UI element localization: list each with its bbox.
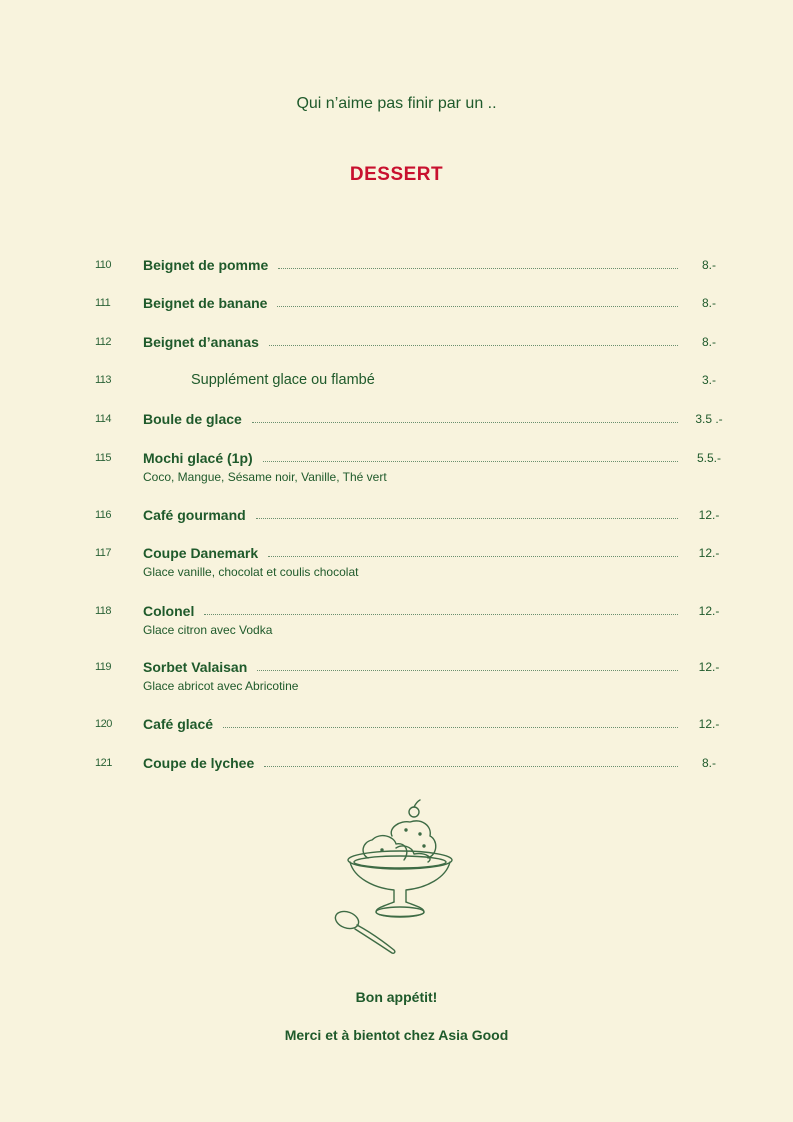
menu-item-115 <box>0 450 793 498</box>
item-number: 117 <box>95 547 112 559</box>
dot-leader <box>257 670 678 671</box>
dot-leader <box>269 345 678 346</box>
item-name: Coupe Danemark <box>143 545 259 561</box>
item-number: 119 <box>95 661 112 673</box>
menu-item-112 <box>0 334 793 374</box>
dot-leader <box>268 556 678 557</box>
item-name: Boule de glace <box>143 411 242 427</box>
item-price: 8.- <box>701 296 716 310</box>
dot-leader <box>256 518 678 519</box>
closing-greeting: Bon appétit! <box>355 989 438 1005</box>
dot-leader <box>204 614 678 615</box>
item-price: 12.- <box>698 717 720 731</box>
menu-item-118 <box>0 603 793 651</box>
item-name: Café glacé <box>143 716 214 732</box>
item-number: 110 <box>95 259 112 271</box>
item-price: 3.- <box>701 373 716 387</box>
item-number: 120 <box>95 718 112 730</box>
menu-item-111 <box>0 295 793 335</box>
item-name: Coupe de lychee <box>143 755 255 771</box>
ice-cream-sundae-icon <box>330 798 460 958</box>
item-description: Glace citron avec Vodka <box>143 623 273 637</box>
item-price: 8.- <box>701 756 716 770</box>
item-price: 12.- <box>698 604 720 618</box>
item-price: 3.5 .- <box>695 412 723 426</box>
section-title: DESSERT <box>349 164 444 185</box>
item-price: 12.- <box>698 546 720 560</box>
item-name: Sorbet Valaisan <box>143 659 248 675</box>
menu-item-119 <box>0 659 793 707</box>
item-description: Glace abricot avec Abricotine <box>143 679 299 693</box>
item-number: 114 <box>95 413 112 425</box>
menu-item-121 <box>0 755 793 795</box>
dot-leader <box>223 727 678 728</box>
item-price: 5.5.- <box>696 451 721 465</box>
item-number: 113 <box>95 374 112 386</box>
item-name: Beignet de pomme <box>143 257 269 273</box>
item-price: 12.- <box>698 660 720 674</box>
item-number: 115 <box>95 452 112 464</box>
dot-leader <box>264 766 678 767</box>
item-description: Coco, Mangue, Sésame noir, Vanille, Thé vert <box>143 470 387 484</box>
item-name: Colonel <box>143 603 195 619</box>
item-price: 8.- <box>701 258 716 272</box>
item-name: Supplément glace ou flambé <box>191 372 375 388</box>
dot-leader <box>263 461 678 462</box>
menu-item-116 <box>0 507 793 547</box>
dot-leader <box>252 422 678 423</box>
item-description: Glace vanille, chocolat et coulis chocolat <box>143 565 359 579</box>
menu-item-113 <box>0 372 793 412</box>
item-number: 111 <box>95 297 111 309</box>
closing-thanks: Merci et à bientot chez Asia Good <box>284 1027 509 1043</box>
item-price: 8.- <box>701 335 716 349</box>
menu-item-120 <box>0 716 793 756</box>
menu-item-114 <box>0 411 793 451</box>
item-number: 112 <box>95 336 112 348</box>
item-price: 12.- <box>698 508 720 522</box>
item-name: Café gourmand <box>143 507 246 523</box>
menu-item-117 <box>0 545 793 593</box>
dot-leader <box>277 306 678 307</box>
item-number: 116 <box>95 509 112 521</box>
item-name: Beignet de banane <box>143 295 268 311</box>
intro-text: Qui n’aime pas finir par un .. <box>296 95 497 112</box>
item-name: Beignet d’ananas <box>143 334 259 350</box>
item-number: 121 <box>95 757 112 769</box>
item-number: 118 <box>95 605 112 617</box>
item-name: Mochi glacé (1p) <box>143 450 253 466</box>
menu-item-110 <box>0 257 793 297</box>
dot-leader <box>278 268 678 269</box>
